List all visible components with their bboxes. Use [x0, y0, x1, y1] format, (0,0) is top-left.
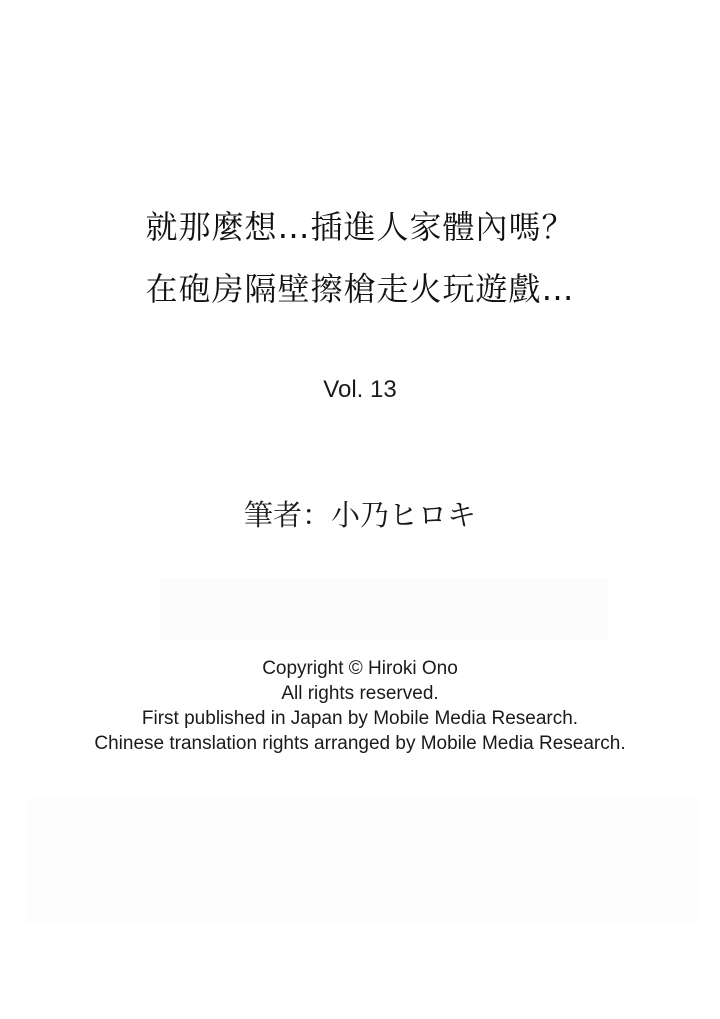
author-label: 筆者：小乃ヒロキ — [243, 498, 476, 532]
translation-line: Chinese translation rights arranged by Mobile Media Research. — [94, 733, 626, 754]
blank-area — [26, 798, 698, 924]
copyright-block — [0, 656, 720, 756]
title-line-1: 就那麼想…插進人家體內嗎？ — [145, 208, 575, 246]
publisher-line: First published in Japan by Mobile Media Research. — [141, 708, 579, 729]
title-line-2: 在砲房隔壁擦槍走火玩遊戲… — [145, 270, 575, 308]
volume-label: Vol. 13 — [323, 376, 397, 403]
blank-area — [160, 578, 608, 640]
rights-line: All rights reserved. — [281, 683, 439, 704]
copyright-line: Copyright © Hiroki Ono — [262, 658, 458, 679]
